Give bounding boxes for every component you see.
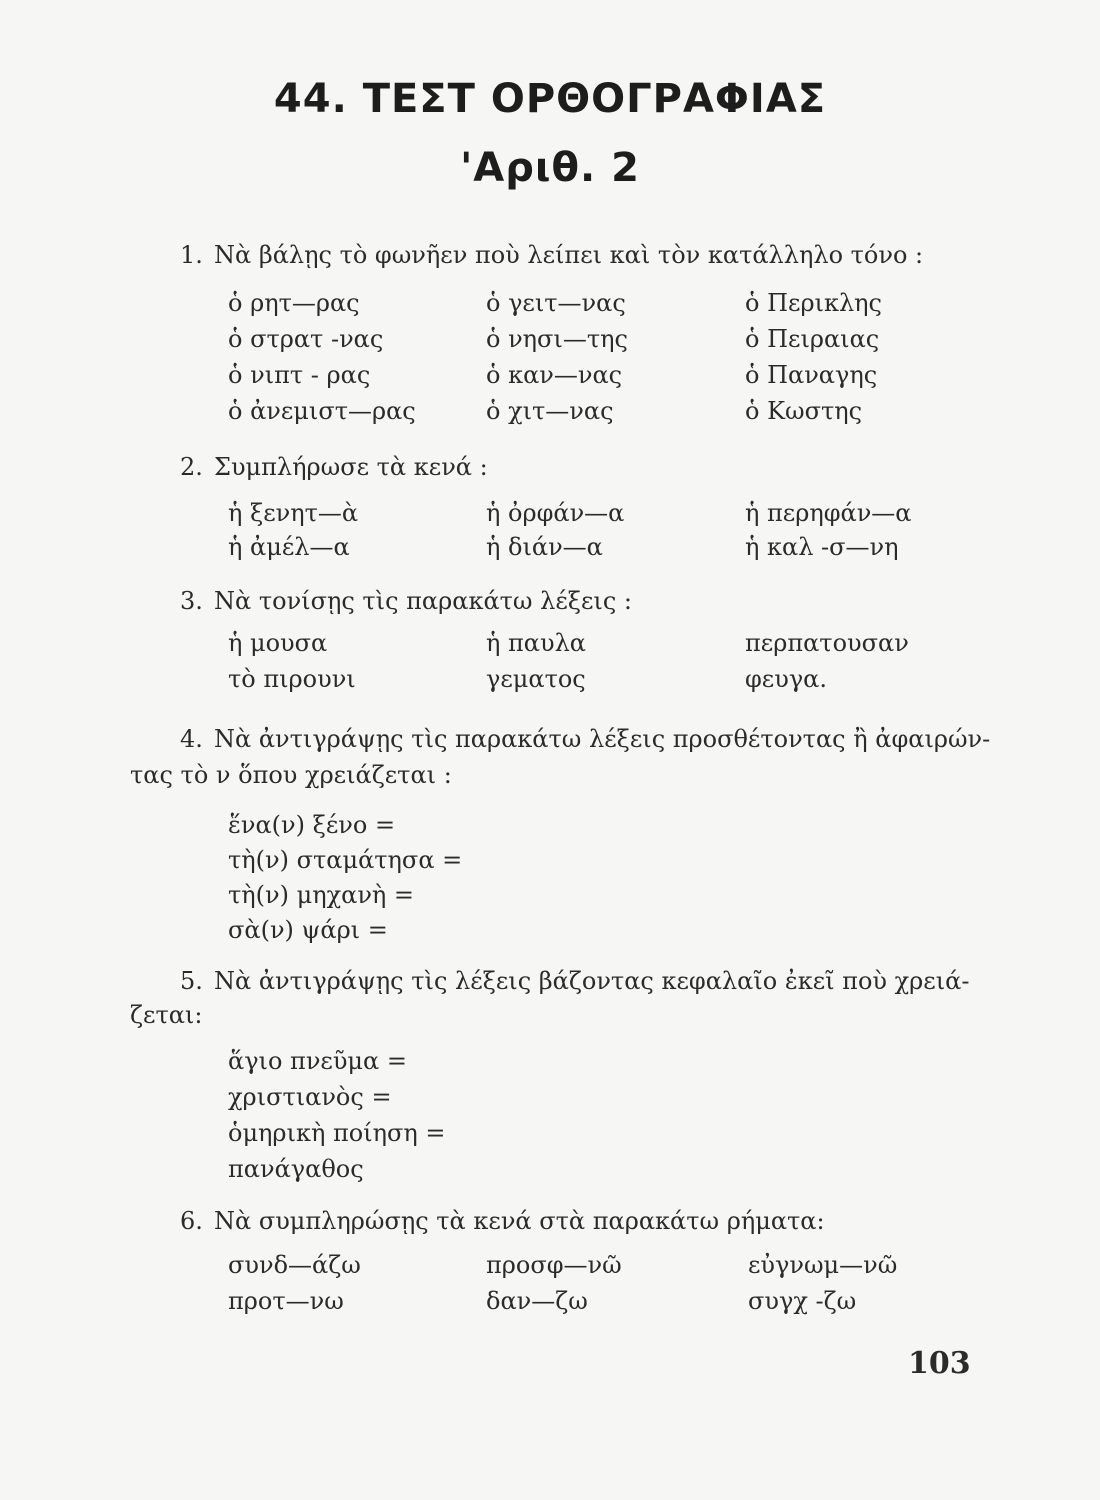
ex2-row1-col2: ἡ ὀρφάν—α	[486, 499, 625, 527]
ex1-row3-col3: ὁ Παναγης	[745, 361, 878, 389]
ex5-item-4: πανάγαθος	[228, 1155, 364, 1183]
exercise-4-instruction-cont: τας τὸ ν ὅπου χρειάζεται :	[130, 761, 452, 789]
ex1-row2-col2: ὁ νησι—της	[486, 325, 628, 353]
ex4-item-4: σὰ(ν) ψάρι =	[228, 916, 388, 944]
ex3-row1-col3: περπατουσαν	[745, 629, 909, 657]
exercise-6-number: 6.	[180, 1207, 203, 1235]
exercise-5-instruction-cont: ζεται:	[130, 1001, 203, 1029]
page-number: 103	[908, 1346, 971, 1381]
ex5-item-3: ὁμηρικὴ ποίηση =	[228, 1119, 446, 1147]
ex3-row1-col2: ἡ παυλα	[486, 629, 586, 657]
ex3-row2-col2: γεματος	[486, 665, 586, 693]
ex1-row1-col2: ὁ γειτ—νας	[486, 289, 626, 317]
ex2-row1-col1: ἡ ξενητ—ὰ	[228, 499, 359, 527]
ex6-row2-col2: δαν—ζω	[486, 1287, 588, 1315]
ex1-row2-col3: ὁ Πειραιας	[745, 325, 880, 353]
exercise-2-instruction: Συμπλήρωσε τὰ κενά :	[214, 453, 488, 481]
ex6-row1-col1: συνδ—άζω	[228, 1251, 361, 1279]
ex2-row1-col3: ἡ περηφάν—α	[745, 499, 912, 527]
ex4-item-3: τὴ(ν) μηχανὴ =	[228, 881, 415, 909]
ex6-row1-col3: εὐγνωμ—νῶ	[748, 1251, 898, 1279]
ex1-row4-col2: ὁ χιτ—νας	[486, 397, 614, 425]
exercise-4-number: 4.	[180, 725, 203, 753]
ex6-row1-col2: προσφ—νῶ	[486, 1251, 622, 1279]
ex1-row3-col2: ὁ καν—νας	[486, 361, 623, 389]
ex6-row2-col3: συγχ -ζω	[748, 1287, 857, 1315]
ex2-row2-col3: ἡ καλ -σ—νη	[745, 533, 899, 561]
ex6-row2-col1: προτ—νω	[228, 1287, 344, 1315]
ex1-row2-col1: ὁ στρατ -νας	[228, 325, 384, 353]
ex1-row1-col3: ὁ Περικλης	[745, 289, 882, 317]
ex1-row3-col1: ὁ νιπτ - ρας	[228, 361, 371, 389]
exercise-1-instruction: Νὰ βάλῃς τὸ φωνῆεν ποὺ λείπει καὶ τὸν κατάλληλο τόνο :	[214, 241, 924, 269]
exercise-5-instruction: Νὰ ἀντιγράψῃς τὶς λέξεις βάζοντας κεφαλαῖο ἐκεῖ ποὺ χρειά-	[214, 967, 970, 995]
exercise-4-instruction: Νὰ ἀντιγράψῃς τὶς παρακάτω λέξεις προσθέτοντας ἢ ἀφαιρών-	[214, 725, 991, 753]
ex5-item-2: χριστιανὸς =	[228, 1083, 392, 1111]
ex5-item-1: ἅγιο πνεῦμα =	[228, 1047, 407, 1075]
ex2-row2-col1: ἡ ἀμέλ—α	[228, 533, 350, 561]
exercise-6-instruction: Νὰ συμπληρώσῃς τὰ κενά στὰ παρακάτω ρήματα:	[214, 1207, 825, 1235]
ex4-item-2: τὴ(ν) σταμάτησα =	[228, 846, 463, 874]
exercise-1-number: 1.	[180, 241, 203, 269]
exercise-2-number: 2.	[180, 453, 203, 481]
exercise-5-number: 5.	[180, 967, 203, 995]
ex3-row2-col3: φευγα.	[745, 665, 828, 693]
page-title: 44. ΤΕΣΤ ΟΡΘΟΓΡΑΦΙΑΣ	[273, 76, 827, 122]
ex1-row1-col1: ὁ ρητ—ρας	[228, 289, 360, 317]
ex3-row2-col1: τὸ πιρουνι	[228, 665, 356, 693]
ex4-item-1: ἕνα(ν) ξένο =	[228, 811, 396, 839]
exercise-3-instruction: Νὰ τονίσῃς τὶς παρακάτω λέξεις :	[214, 587, 632, 615]
exercise-3-number: 3.	[180, 587, 203, 615]
page-subtitle: 'Αριθ. 2	[460, 145, 640, 191]
ex1-row4-col1: ὁ ἀνεμιστ—ρας	[228, 397, 416, 425]
ex2-row2-col2: ἡ διάν—α	[486, 533, 603, 561]
ex3-row1-col1: ἡ μουσα	[228, 629, 328, 657]
ex1-row4-col3: ὁ Κωστης	[745, 397, 863, 425]
